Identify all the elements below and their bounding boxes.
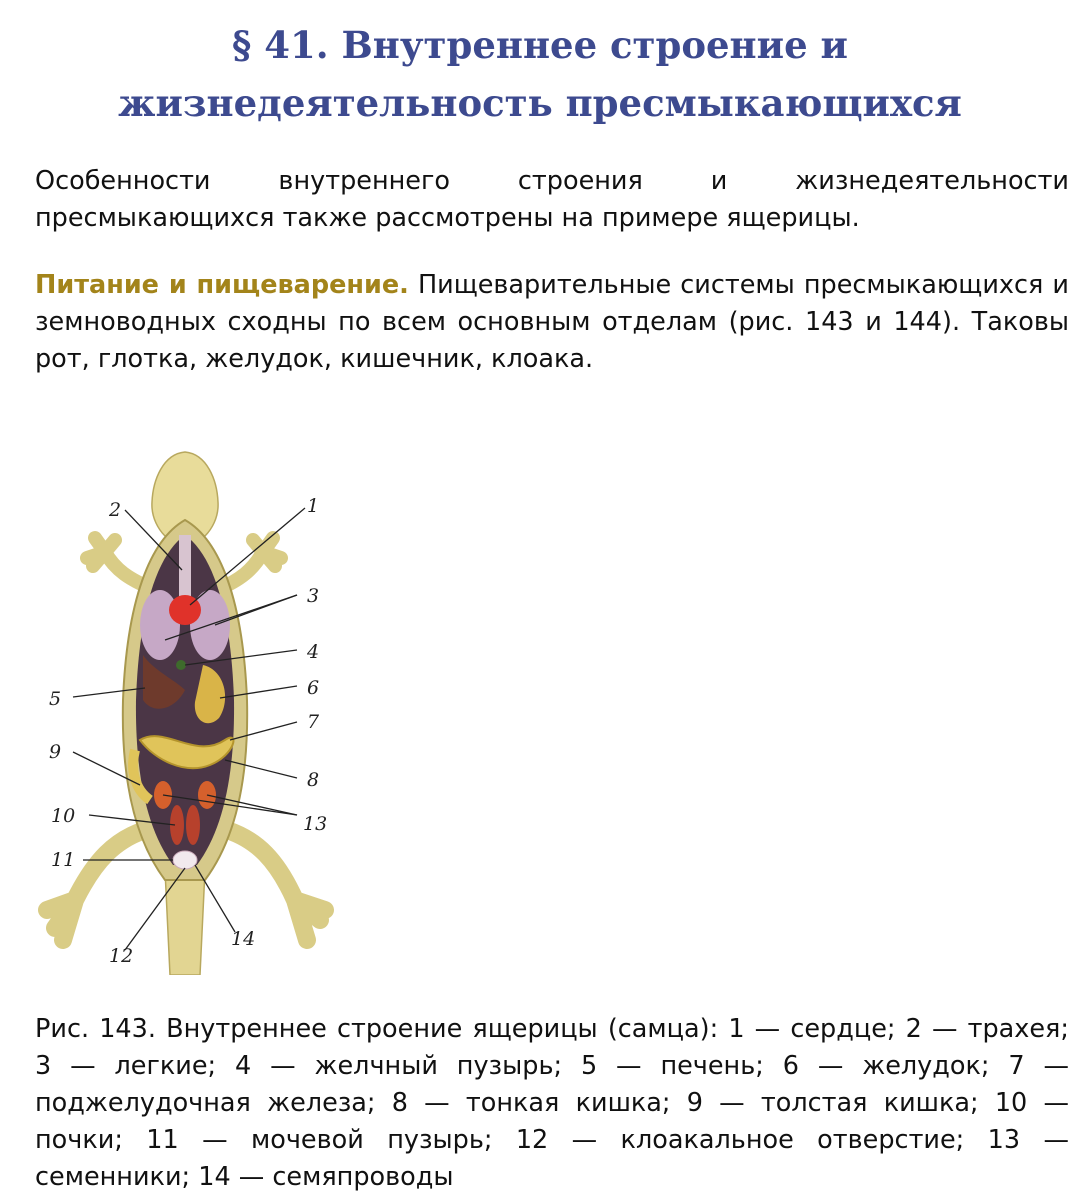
- title-line-2: жизнедеятельность пресмыкающихся: [118, 81, 962, 125]
- figure-label: 10: [51, 805, 76, 827]
- figure-caption: Рис. 143. Внутреннее строение ящерицы (самца): 1 — сердце; 2 — трахея; 3 — легкие; 4 — желчный пузырь; 5 — печень; 6 — желудок; 7 — поджелудочная железа; 8 — тонкая кишка; 9 — толстая кишка; 10 — почки; 11 — мочевой пузырь; 12 — клоакальное отверстие; 13 — семенники; 14 — семяпроводы: [35, 1014, 1069, 1192]
- figure-label: 9: [49, 741, 62, 763]
- figure-label: 12: [109, 945, 134, 967]
- figure-label: 3: [307, 585, 320, 607]
- figure-label: 14: [231, 928, 256, 950]
- title-line-1: § 41. Внутреннее строение и: [232, 23, 848, 67]
- lizard-anatomy-figure: [35, 440, 335, 975]
- nutrition-paragraph: [35, 267, 1069, 378]
- intro-paragraph: Особенности внутреннего строения и жизнедеятельности пресмыкающихся также рассмотрены на примере ящерицы.: [35, 166, 1069, 233]
- figure-label: 13: [303, 813, 328, 835]
- section-heading: Питание и пищеварение.: [35, 270, 409, 300]
- figure-label: 2: [109, 499, 122, 521]
- page-title: [40, 16, 1040, 132]
- section-text: Пищеварительные системы пресмыкающихся и земноводных сходны по всем основным отделам (рис. 143 и 144). Таковы рот, глотка, желудок, кишечник, клоака.: [35, 270, 1069, 374]
- figure-label: 4: [307, 641, 320, 663]
- figure-label: 11: [51, 849, 76, 871]
- figure-label: 6: [307, 677, 320, 699]
- lizard-anatomy-illustration: [35, 440, 335, 975]
- figure-label: 5: [49, 688, 62, 710]
- figure-label: 1: [307, 495, 320, 517]
- figure-label: 8: [307, 769, 320, 791]
- figure-label: 7: [307, 711, 320, 733]
